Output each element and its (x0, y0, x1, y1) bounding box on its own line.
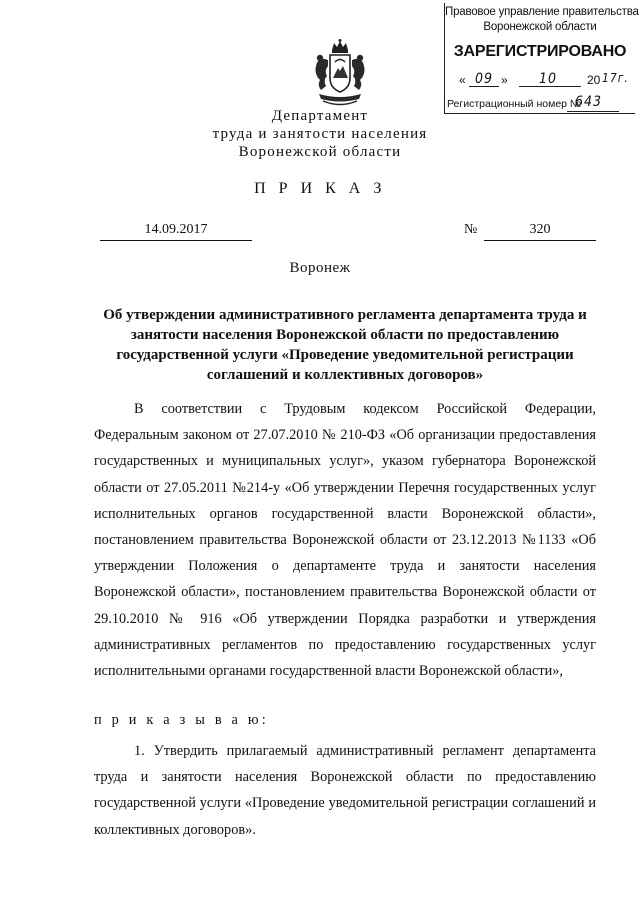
stamp-year-suffix: 17г. (602, 71, 629, 85)
stamp-year-prefix: 20 (587, 73, 601, 87)
stamp-day: 09 (475, 71, 494, 87)
stamp-number-label: Регистрационный номер № (447, 98, 582, 110)
stamp-month: 10 (539, 71, 558, 87)
city: Воронеж (289, 260, 351, 276)
stamp-quote-close: » (501, 73, 508, 87)
stamp-date (457, 71, 627, 91)
document-type: П Р И К А З (254, 180, 386, 197)
voronezh-coat-of-arms-icon (309, 38, 371, 108)
document-number: 320 (484, 222, 596, 241)
stamp-number-value: 643 (575, 94, 603, 110)
order-item-1: 1. Утвердить прилагаемый административный регламент департамента труда и занятости населения Воронежской области по предоставлению государственной услуги «Проведение уведомительной регистрации соглашений и коллективных договоров». (94, 743, 596, 838)
stamp-quote-open: « (459, 73, 466, 87)
number-sign: № (464, 222, 478, 237)
prikazyvayu: п р и к а з ы в а ю: (94, 712, 269, 728)
department-line-3: Воронежской области (238, 144, 402, 160)
document-date: 14.09.2017 (100, 222, 252, 241)
stamp-registered: ЗАРЕГИСТРИРОВАНО (453, 43, 627, 60)
department-line-1: Департамент (271, 108, 369, 124)
preamble-paragraph (94, 396, 596, 684)
registration-stamp (444, 3, 639, 114)
preamble-text: В соответствии с Трудовым кодексом Российской Федерации, Федеральным законом от 27.07.2010 № 210-ФЗ «Об организации предоставления государственных и муниципальных услуг», указом губернатора Воронежской области от 27.05.2011 №214-у «Об утверждении Перечня государственных услуг исполнительных органов государственной власти Воронежской области», постановлением правительства Воронежской области от 23.12.2013 №1133 «Об утверждении Положения о департаменте труда и занятости населения Воронежской области», постановлением правительства Воронежской области от 29.10.2010 № 916 «Об утверждении Порядка разработки и утверждения административных регламентов по предоставлению государственных услуг исполнительными органами государственной власти Воронежской области», (94, 401, 596, 680)
department-line-2: труда и занятости населения (212, 126, 428, 142)
document-title: Об утверждении административного регламента департамента труда и занятости населения Воронежской области по предоставлению государственной услуги «Проведение уведомительной регистрации соглашений и коллективных договоров» (103, 307, 587, 383)
stamp-line-2: Воронежской области (483, 21, 597, 33)
stamp-line-1: Правовое управление правительства (445, 6, 639, 18)
